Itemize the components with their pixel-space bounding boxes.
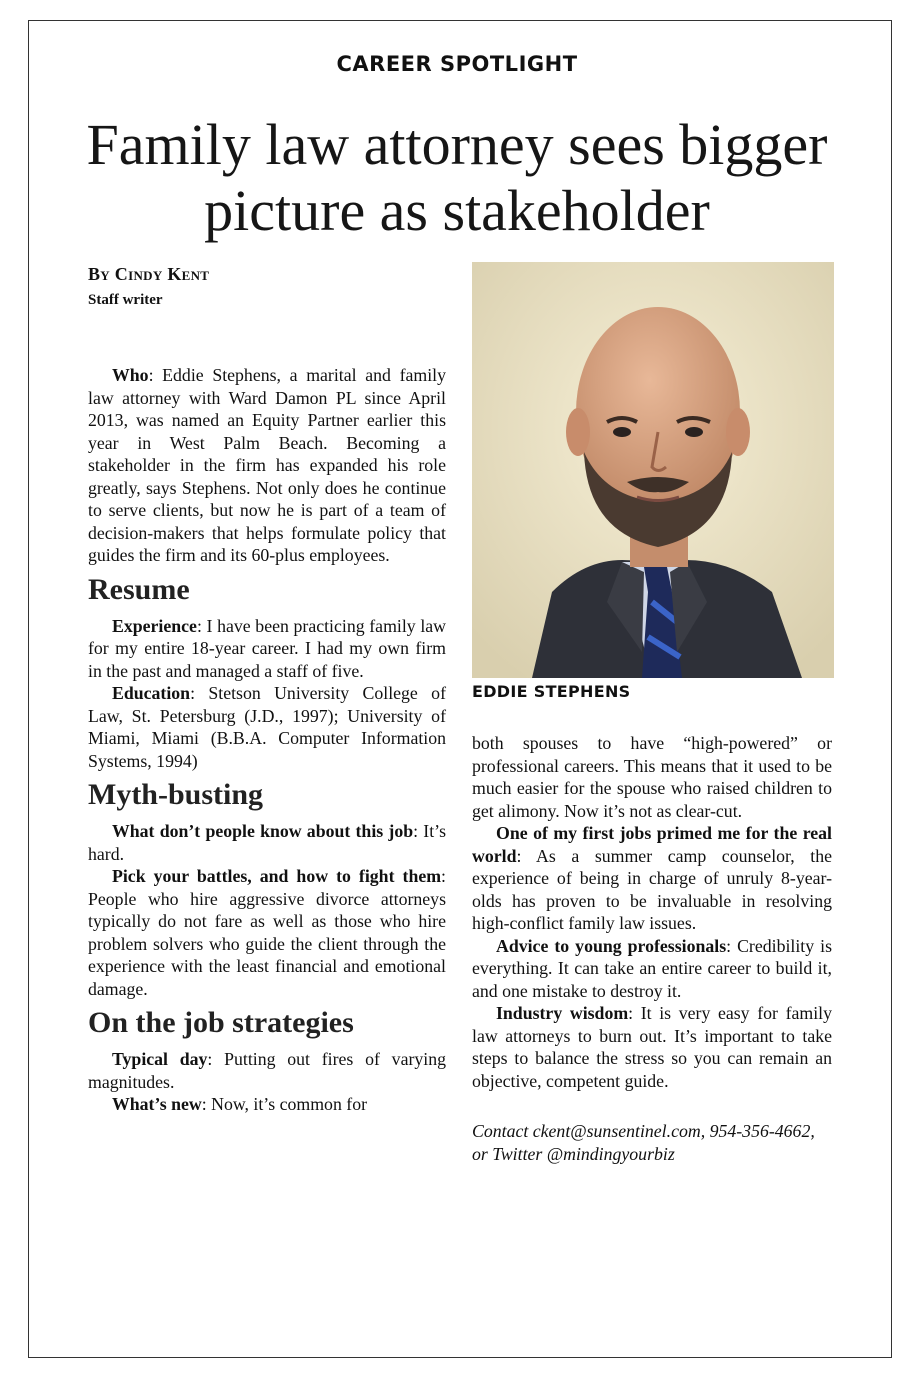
education-paragraph: Education: Stetson University College of Law, St. Petersburg (J.D., 1997); University of Miami, Miami (B.B.A. Computer Information Systems, 1994) [88,683,446,771]
advice-paragraph: Advice to young professionals: Credibility is everything. It can take an entire career to build it, and one mistake to destroy it. [472,935,832,1001]
article-column-left [88,364,446,1116]
portrait-photo [472,262,834,678]
section-kicker: CAREER SPOTLIGHT [336,52,578,76]
strategies-heading: On the job strategies [88,1006,354,1039]
portrait-illustration [472,262,834,678]
article-column-right [472,732,832,1165]
myth-question-1: What don’t people know about this job: It’s hard. [88,821,446,864]
first-job-paragraph: One of my first jobs primed me for the real world: As a summer camp counselor, the experience of being in charge of unruly 8-year-olds has proven to be invaluable in resolving high-conflict family law issues. [472,823,832,933]
wisdom-paragraph: Industry wisdom: It is very easy for family law attorneys to burn out. It’s important to take steps to balance the stress so you can remain an objective, competent guide. [472,1003,833,1091]
byline: By Cindy Kent [88,264,210,284]
resume-heading: Resume [88,572,190,606]
photo-caption: EDDIE STEPHENS [472,682,631,701]
myth-question-2: Pick your battles, and how to fight them: People who hire aggressive divorce attorneys typically do not fare as well as those who hire problem solvers who guide the client through the experience with the least financial and emotional damage. [88,866,446,999]
byline-role: Staff writer [88,292,163,308]
headline: Family law attorney sees bigger picture as stakeholder [86,112,828,243]
experience-paragraph: Experience: I have been practicing family law for my entire 18-year career. I had my own firm in the past and managed a staff of five. [88,615,446,681]
intro-paragraph: Who: Eddie Stephens, a marital and family law attorney with Ward Damon PL since April 2013, was named an Equity Partner earlier this year in West Palm Beach. Becoming a stakeholder in the firm has expanded his role greatly, says Stephens. Not only does he continue to serve clients, but now he is part of a team of decision-makers that helps formulate policy that guides the firm and its 60-plus employees. [88,365,446,565]
typical-day-paragraph: Typical day: Putting out fires of varying magnitudes. [88,1049,446,1092]
contact-info: Contact ckent@sunsentinel.com, 954-356-4662, or Twitter @mindingyourbiz [472,1121,815,1164]
whats-new-paragraph: What’s new: Now, it’s common for [112,1094,368,1114]
whats-new-continued: both spouses to have “high-powered” or professional careers. This means that it used to be much easier for the spouse who raised children to get alimony. Now it’s not as clear-cut. [472,733,832,821]
myth-busting-heading: Myth-busting [88,778,264,811]
